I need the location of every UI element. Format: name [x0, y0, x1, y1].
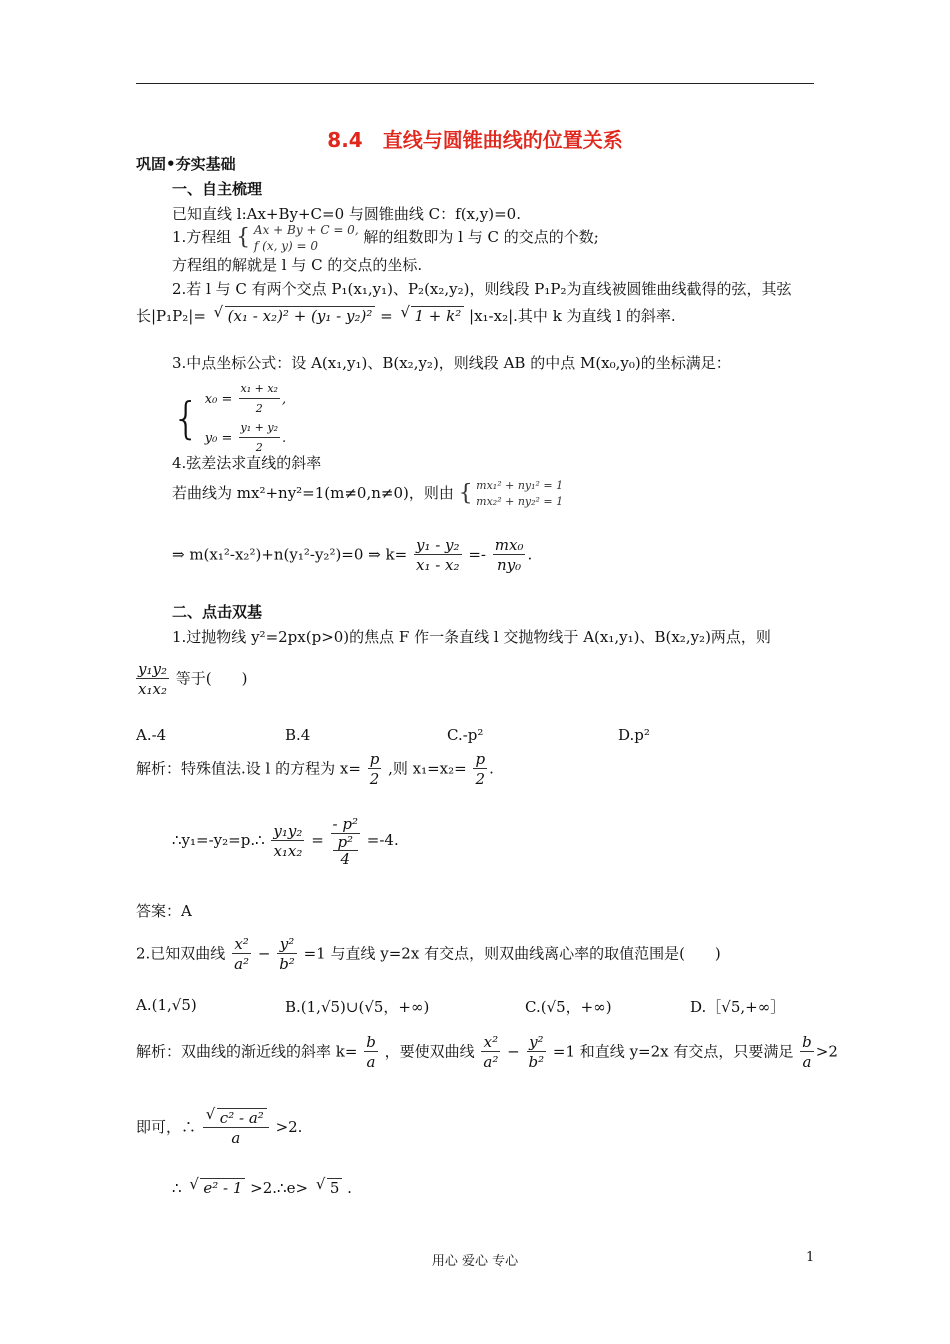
q2-option-c: C.(√5，+∞)	[525, 998, 612, 1016]
q1-solution: 解析：特殊值法.设 l 的方程为 x= $\frac{p}{2}$ ,则 x₁=x₂= $\frac{p}{2}$ .	[136, 750, 494, 788]
q2-solution-2: 即可，∴ √ $\frac{\text{c² - a²}}{a}$ >2.	[136, 1108, 302, 1148]
section-consolidate: 巩固•夯实基础	[136, 155, 236, 173]
q1-option-b: B.4	[285, 726, 311, 744]
page-title: 8.4 直线与圆锥曲线的位置关系	[327, 128, 623, 152]
q2-solution-3: ∴ √ e² - 1 >2.∴e> √ 5 .	[172, 1178, 352, 1197]
equation-system-2: { mx₁² + ny₁² = 1 mx₂² + ny₂² = 1	[458, 479, 564, 508]
question-1: 1.过抛物线 y²=2px(p>0)的焦点 F 作一条直线 l 交抛物线于 A(x₁,y₁)、B(x₂,y₂)两点，则	[172, 628, 771, 646]
midpoint-system: { x₀ = $\frac{\text{x₁ + x₂}}{2}$ , y₀ = $\frac{\text{y₁ + y₂}}{2}$ .	[172, 382, 287, 454]
page-footer: 用心 爱心 专心	[431, 1254, 519, 1269]
paragraph-2: 2.若 l 与 C 有两个交点 P₁(x₁,y₁)、P₂(x₂,y₂)，则线段 P₁P₂为直线被圆锥曲线截得的弦，其弦	[172, 280, 792, 298]
q2-option-a: A.(1,√5)	[136, 996, 197, 1014]
q1-option-c: C.-p²	[447, 726, 484, 744]
paragraph-2-formula: 长|P₁P₂|= √ (x₁ - x₂)² + (y₁ - y₂)² = √ 1 + k² |x₁-x₂|.其中 k 为直线 l 的斜率.	[136, 305, 676, 326]
paragraph-4-b: ⇒ m(x₁²-x₂²)+n(y₁²-y₂²)=0 ⇒ k= $\frac{\text{y₁ - y₂}}{\text{x₁ - x₂}}$ =- $\frac{\text{mx₀}}{\text{ny₀}}$ .	[172, 536, 533, 574]
q2-option-b: B.(1,√5)∪(√5，+∞)	[285, 998, 430, 1016]
heading-self-review: 一、自主梳理	[172, 180, 263, 198]
heading-double-basics: 二、点击双基	[172, 603, 263, 621]
page-number: 1	[806, 1250, 815, 1265]
paragraph-3: 3.中点坐标公式：设 A(x₁,y₁)、B(x₂,y₂)，则线段 AB 的中点 M(x₀,y₀)的坐标满足：	[172, 354, 731, 372]
q1-solution-2: ∴y₁=-y₂=p.∴ $\frac{\text{y₁y₂}}{\text{x₁x₂}}$ = - p² p² 4 =-4.	[172, 815, 399, 868]
q1-answer: 答案：A	[136, 902, 192, 920]
paragraph-4: 4.弦差法求直线的斜率	[172, 454, 322, 472]
question-2: 2.已知双曲线 $\frac{\text{x²}}{\text{a²}}$ − $\frac{\text{y²}}{\text{b²}}$ =1 与直线 y=2x 有交点，则双曲线离心率的取值范围是( )	[136, 935, 721, 973]
header-rule	[136, 83, 814, 84]
paragraph-1: 1.方程组 { Ax + By + C = 0, f (x, y) = 0 解的组数即为 l 与 C 的交点的个数;	[172, 223, 599, 253]
paragraph-1-cont: 方程组的解就是 l 与 C 的交点的坐标.	[172, 256, 423, 274]
q2-option-d: D.［√5,+∞］	[690, 998, 786, 1016]
q1-option-d: D.p²	[618, 726, 650, 744]
paragraph-4-a: 若曲线为 mx²+ny²=1(m≠0,n≠0)，则由 { mx₁² + ny₁² = 1 mx₂² + ny₂² = 1	[172, 479, 564, 508]
question-1-cont: $\frac{\text{y₁y₂}}{\text{x₁x₂}}$ 等于( )	[138, 660, 248, 698]
q2-solution: 解析：双曲线的渐近线的斜率 k= $\frac{b}{a}$ ，要使双曲线 $\frac{\text{x²}}{\text{a²}}$ − $\frac{\text{y²}}{\text{b²}}$ =1 和直线 y=2x 有交点，只要满足 $\frac{b}{a}$ >2	[136, 1033, 838, 1071]
q1-option-a: A.-4	[136, 726, 167, 744]
paragraph-known: 已知直线 l:Ax+By+C=0 与圆锥曲线 C：f(x,y)=0.	[172, 205, 521, 223]
equation-system-1: { Ax + By + C = 0, f (x, y) = 0	[236, 223, 359, 253]
